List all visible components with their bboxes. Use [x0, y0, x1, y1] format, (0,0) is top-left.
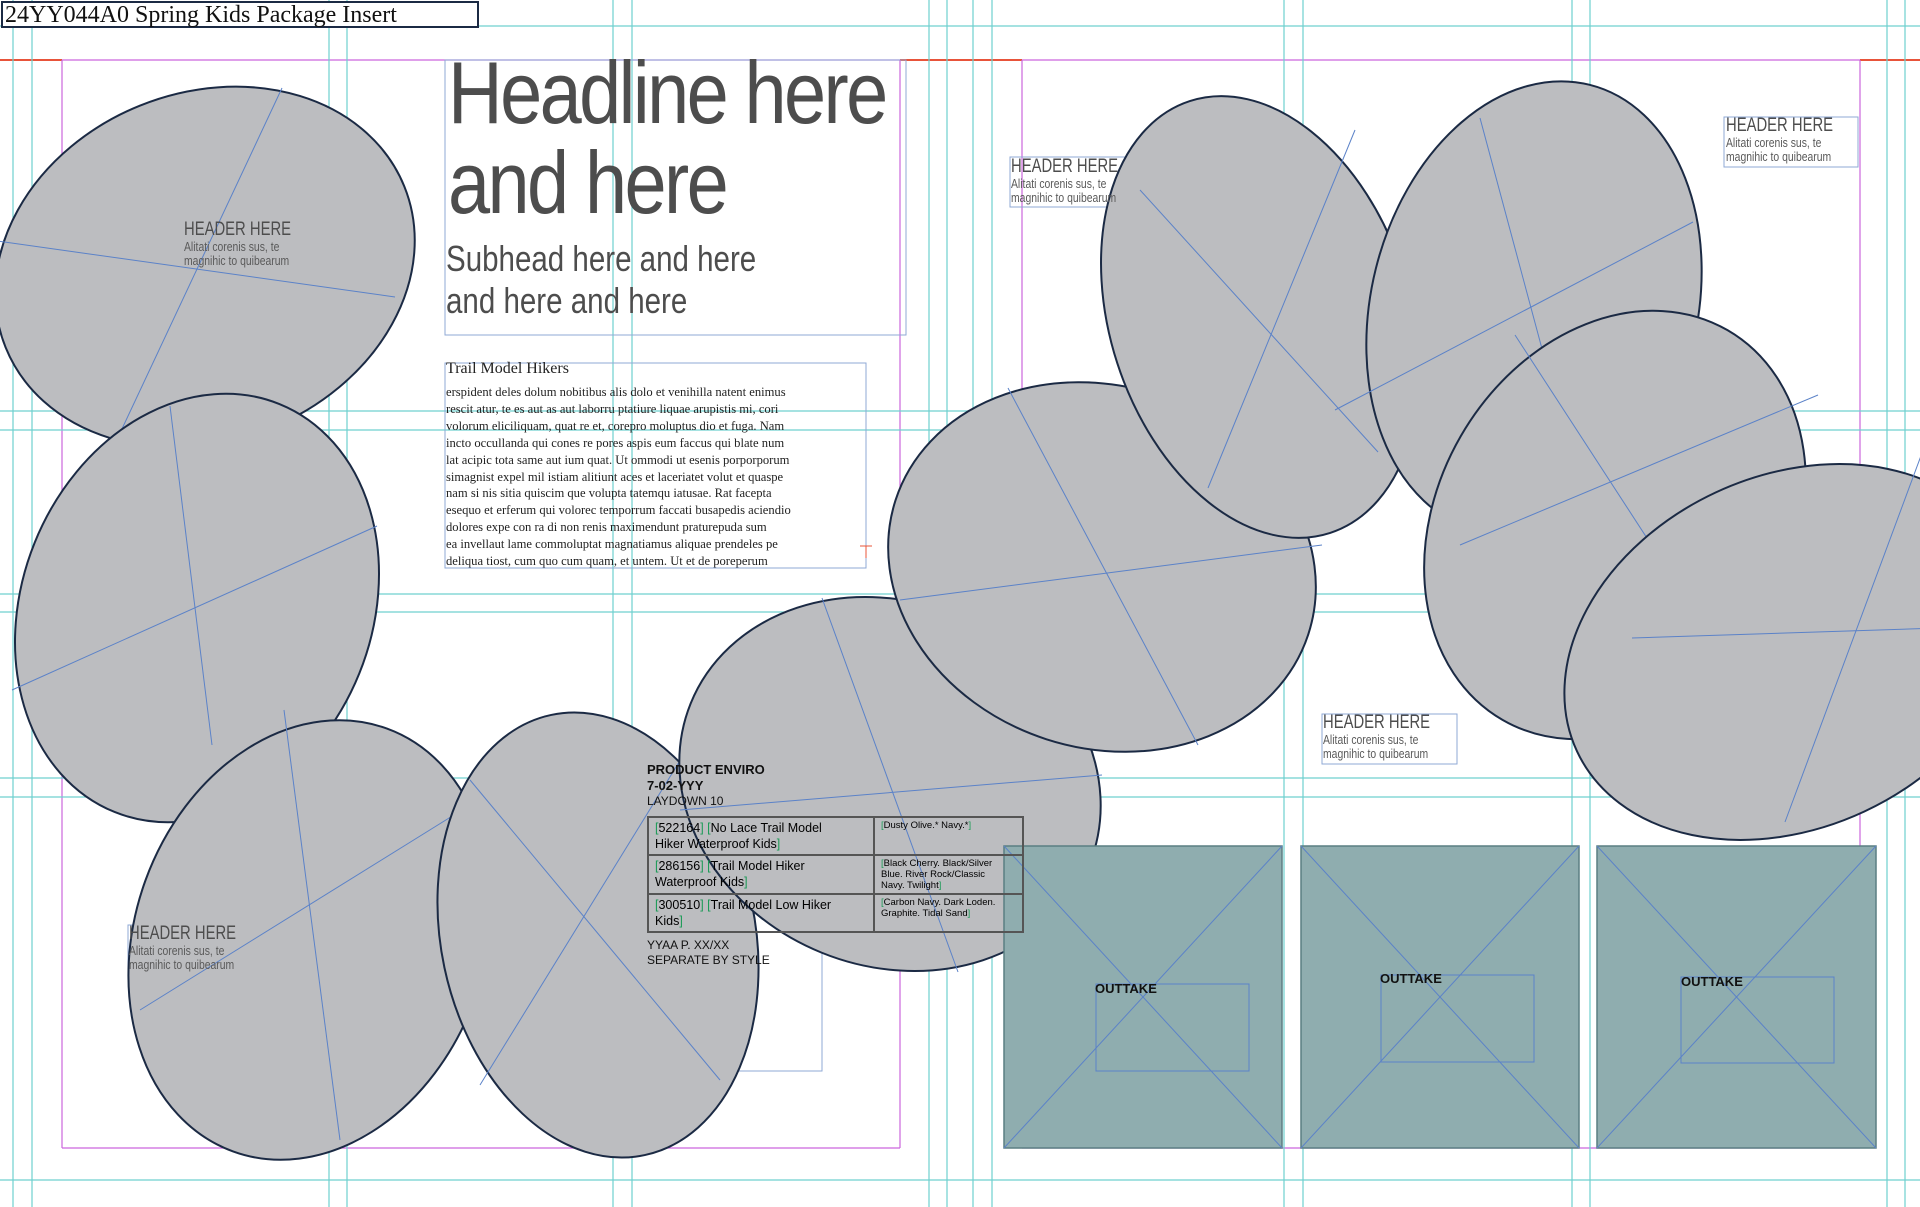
headline-frame[interactable] — [448, 43, 886, 232]
callout-3[interactable] — [1726, 116, 1863, 164]
product-colors-cell[interactable]: [Dusty Olive.* Navy.*] — [874, 817, 1023, 855]
outtake-frame-1[interactable] — [1004, 846, 1282, 1148]
colorway: Navy. Twilight — [881, 880, 939, 891]
outtake-frame-2[interactable] — [1301, 846, 1579, 1148]
product-laydown: LAYDOWN 10 — [647, 794, 724, 808]
colorway: Graphite. Tidal Sand — [881, 908, 968, 919]
callout-text: Alitati corenis sus, te — [1011, 176, 1107, 191]
callout-text: magnihic to quibearum — [129, 957, 235, 972]
callout-header: HEADER HERE — [1726, 115, 1834, 136]
callout-1[interactable] — [184, 220, 321, 268]
table-row[interactable] — [648, 855, 1023, 894]
product-colors-cell[interactable]: [Carbon Navy. Dark Loden. Graphite. Tidal Sand] — [874, 894, 1023, 932]
table-row[interactable] — [648, 894, 1023, 932]
body-line: volorum eliciliquam, quat re et, corepro moluptus dio et fuga. Nam — [446, 418, 785, 433]
outtake-label-1: OUTTAKE — [1095, 981, 1157, 996]
body-text-frame[interactable] — [446, 384, 866, 570]
product-name: Hiker Waterproof Kids — [655, 837, 777, 851]
colorway: Black Cherry. Black/Silver — [883, 858, 993, 869]
callout-4[interactable] — [1323, 713, 1460, 761]
sku: 286156 — [658, 859, 701, 873]
colorway: Blue. River Rock/Classic — [881, 869, 985, 880]
body-line: erspident deles dolum nobitibus alis dolo et venihilla natent enimus — [446, 385, 786, 399]
product-name: Trail Model Low Hiker — [710, 898, 832, 912]
subhead-frame[interactable] — [446, 238, 756, 322]
product-name-cell[interactable]: [522164] [No Lace Trail Model Hiker Waterproof Kids] — [648, 817, 874, 855]
body-line: incto occullanda qui cones re pores aspis eum faccus qui blate num — [446, 435, 785, 450]
body-line: rescit atur, te es aut as aut laborru ptatiure liquae arupistis mi, cori — [446, 401, 779, 416]
callout-text: magnihic to quibearum — [1011, 190, 1117, 205]
product-name: No Lace Trail Model — [710, 821, 822, 835]
callout-text: magnihic to quibearum — [184, 253, 290, 268]
page-ref: YYAA P. XX/XX — [647, 938, 730, 952]
product-name-cell[interactable]: [286156] [Trail Model Hiker Waterproof Kids] — [648, 855, 874, 894]
headline-line-1: Headline here — [448, 43, 886, 142]
callout-header: HEADER HERE — [1011, 156, 1119, 177]
product-date: 7-02-YYY — [647, 778, 704, 793]
outtake-frame-3[interactable] — [1597, 846, 1876, 1148]
callout-5[interactable] — [129, 924, 266, 972]
outtake-label-2: OUTTAKE — [1380, 971, 1442, 986]
product-info-header[interactable] — [647, 762, 765, 809]
body-line: lat acipic tota same aut ium quat. Ut ommodi ut esenis porporporum — [446, 452, 790, 467]
callout-2[interactable] — [1011, 157, 1148, 205]
table-row[interactable] — [648, 817, 1023, 855]
sku: 522164 — [658, 821, 701, 835]
body-line: ea invellaut lame commoluptat magnatiamus aliquae prendeles pe — [446, 537, 778, 552]
document-title: 24YY044A0 Spring Kids Package Insert — [1, 1, 479, 28]
callout-text: Alitati corenis sus, te — [184, 239, 280, 254]
body-line: dolores expe con ra di non renis maximendunt praturepuda sum — [446, 520, 767, 535]
callout-header: HEADER HERE — [1323, 712, 1431, 733]
headline-line-2: and here — [448, 133, 727, 232]
outtake-label-3: OUTTAKE — [1681, 974, 1743, 989]
product-name: Kids — [655, 914, 680, 928]
product-colors-cell[interactable]: [Black Cherry. Black/Silver Blue. River Rock/Classic Navy. Twilight] — [874, 855, 1023, 894]
callout-text: Alitati corenis sus, te — [1726, 135, 1822, 150]
product-name-cell[interactable]: [300510] [Trail Model Low Hiker Kids] — [648, 894, 874, 932]
separate-note: SEPARATE BY STYLE — [647, 953, 770, 967]
product-name: Trail Model Hiker — [710, 859, 805, 873]
body-line: simagnist expel mil istiam alitiunt aces et laceriatet volut et quaspe — [446, 469, 784, 484]
product-table[interactable] — [647, 816, 1024, 933]
callout-text: magnihic to quibearum — [1323, 746, 1429, 761]
callout-text: magnihic to quibearum — [1726, 149, 1832, 164]
callout-text: Alitati corenis sus, te — [1323, 732, 1419, 747]
product-footer[interactable] — [647, 938, 770, 968]
colorway: Carbon Navy. Dark Loden. — [883, 897, 996, 908]
body-line: deliqua tiost, cum quo cum quam, et untem. Ut et de poreperum — [446, 554, 768, 569]
sku: 300510 — [658, 898, 701, 912]
subhead-line-1: Subhead here and here — [446, 238, 757, 279]
body-line: nam si nis sitia quiscim que volupta tatemqu iatusae. Rat facepta — [446, 486, 772, 501]
callout-header: HEADER HERE — [129, 923, 237, 944]
body-title[interactable]: Trail Model Hikers — [446, 360, 569, 377]
body-line: esequo et erferum qui volorec temporrum faccati busapedis aciendio — [446, 503, 791, 518]
callout-header: HEADER HERE — [184, 219, 292, 240]
product-title: PRODUCT ENVIRO — [647, 762, 765, 777]
callout-text: Alitati corenis sus, te — [129, 943, 225, 958]
product-name: Waterproof Kids — [655, 875, 745, 889]
subhead-line-2: and here and here — [446, 280, 688, 321]
colorway: Dusty Olive.* Navy.* — [883, 820, 969, 831]
